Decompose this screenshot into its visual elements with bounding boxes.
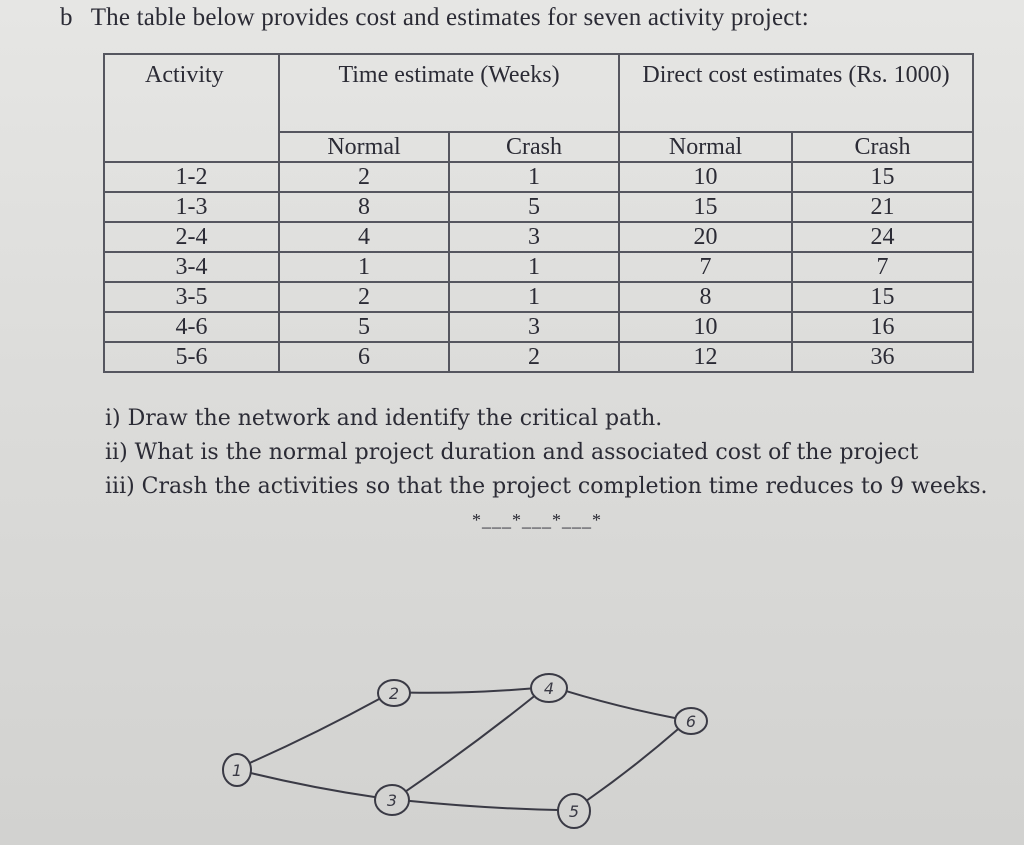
node-label: 1 [231,761,243,780]
cell-cost-crash: 15 [792,282,973,312]
network-node [223,754,251,786]
network-edge [409,801,558,810]
network-edge [406,696,535,791]
cell-time-crash: 3 [449,222,619,252]
cell-cost-normal: 10 [619,162,792,192]
cell-cost-normal: 20 [619,222,792,252]
cell-time-normal: 2 [279,282,449,312]
cell-activity: 1-2 [104,162,279,192]
subheader-time-crash: Crash [449,132,619,162]
question-item: iii) Crash the activities so that the project completion time reduces to 9 weeks. [105,474,988,499]
question-item: i) Draw the network and identify the critical path. [105,406,663,431]
node-label: 3 [386,791,398,810]
cell-time-crash: 2 [449,342,619,372]
end-divider: *___*___*___* [472,510,602,530]
node-label: 2 [388,684,400,703]
network-edge [567,691,676,718]
cell-time-crash: 1 [449,252,619,282]
cell-activity: 3-5 [104,282,279,312]
cell-cost-crash: 36 [792,342,973,372]
cell-time-crash: 1 [449,282,619,312]
cell-time-crash: 5 [449,192,619,222]
question-item: ii) What is the normal project duration and associated cost of the project [105,440,919,465]
cell-cost-normal: 7 [619,252,792,282]
network-node [675,708,707,734]
cell-time-normal: 8 [279,192,449,222]
question-text: The table below provides cost and estimates for seven activity project: [90,4,809,31]
subheader-cost-crash: Crash [792,132,973,162]
node-label: 5 [568,802,580,821]
header-activity: Activity [104,54,279,162]
cell-cost-crash: 15 [792,162,973,192]
cell-cost-crash: 7 [792,252,973,282]
cell-cost-normal: 8 [619,282,792,312]
network-node [375,785,409,815]
header-time-estimate: Time estimate (Weeks) [279,54,619,132]
network-node [531,674,567,702]
cell-time-normal: 6 [279,342,449,372]
cell-cost-normal: 12 [619,342,792,372]
cell-time-normal: 2 [279,162,449,192]
cell-cost-crash: 16 [792,312,973,342]
cell-time-normal: 1 [279,252,449,282]
subheader-time-normal: Normal [279,132,449,162]
network-node [378,680,410,706]
cell-activity: 3-4 [104,252,279,282]
network-edge [410,689,531,693]
cell-time-crash: 3 [449,312,619,342]
cell-activity: 5-6 [104,342,279,372]
cell-time-crash: 1 [449,162,619,192]
cell-activity: 1-3 [104,192,279,222]
cell-cost-crash: 21 [792,192,973,222]
node-label: 4 [543,679,555,698]
header-direct-cost: Direct cost estimates (Rs. 1000) [619,54,973,132]
node-label: 6 [685,712,697,731]
network-edge [250,699,380,763]
cell-time-normal: 5 [279,312,449,342]
network-edge [587,729,679,801]
question-label: b [60,4,73,31]
subheader-cost-normal: Normal [619,132,792,162]
network-edge [251,773,376,797]
cell-cost-normal: 10 [619,312,792,342]
cell-cost-normal: 15 [619,192,792,222]
cell-time-normal: 4 [279,222,449,252]
network-node [558,794,590,828]
cell-activity: 2-4 [104,222,279,252]
cell-cost-crash: 24 [792,222,973,252]
cell-activity: 4-6 [104,312,279,342]
